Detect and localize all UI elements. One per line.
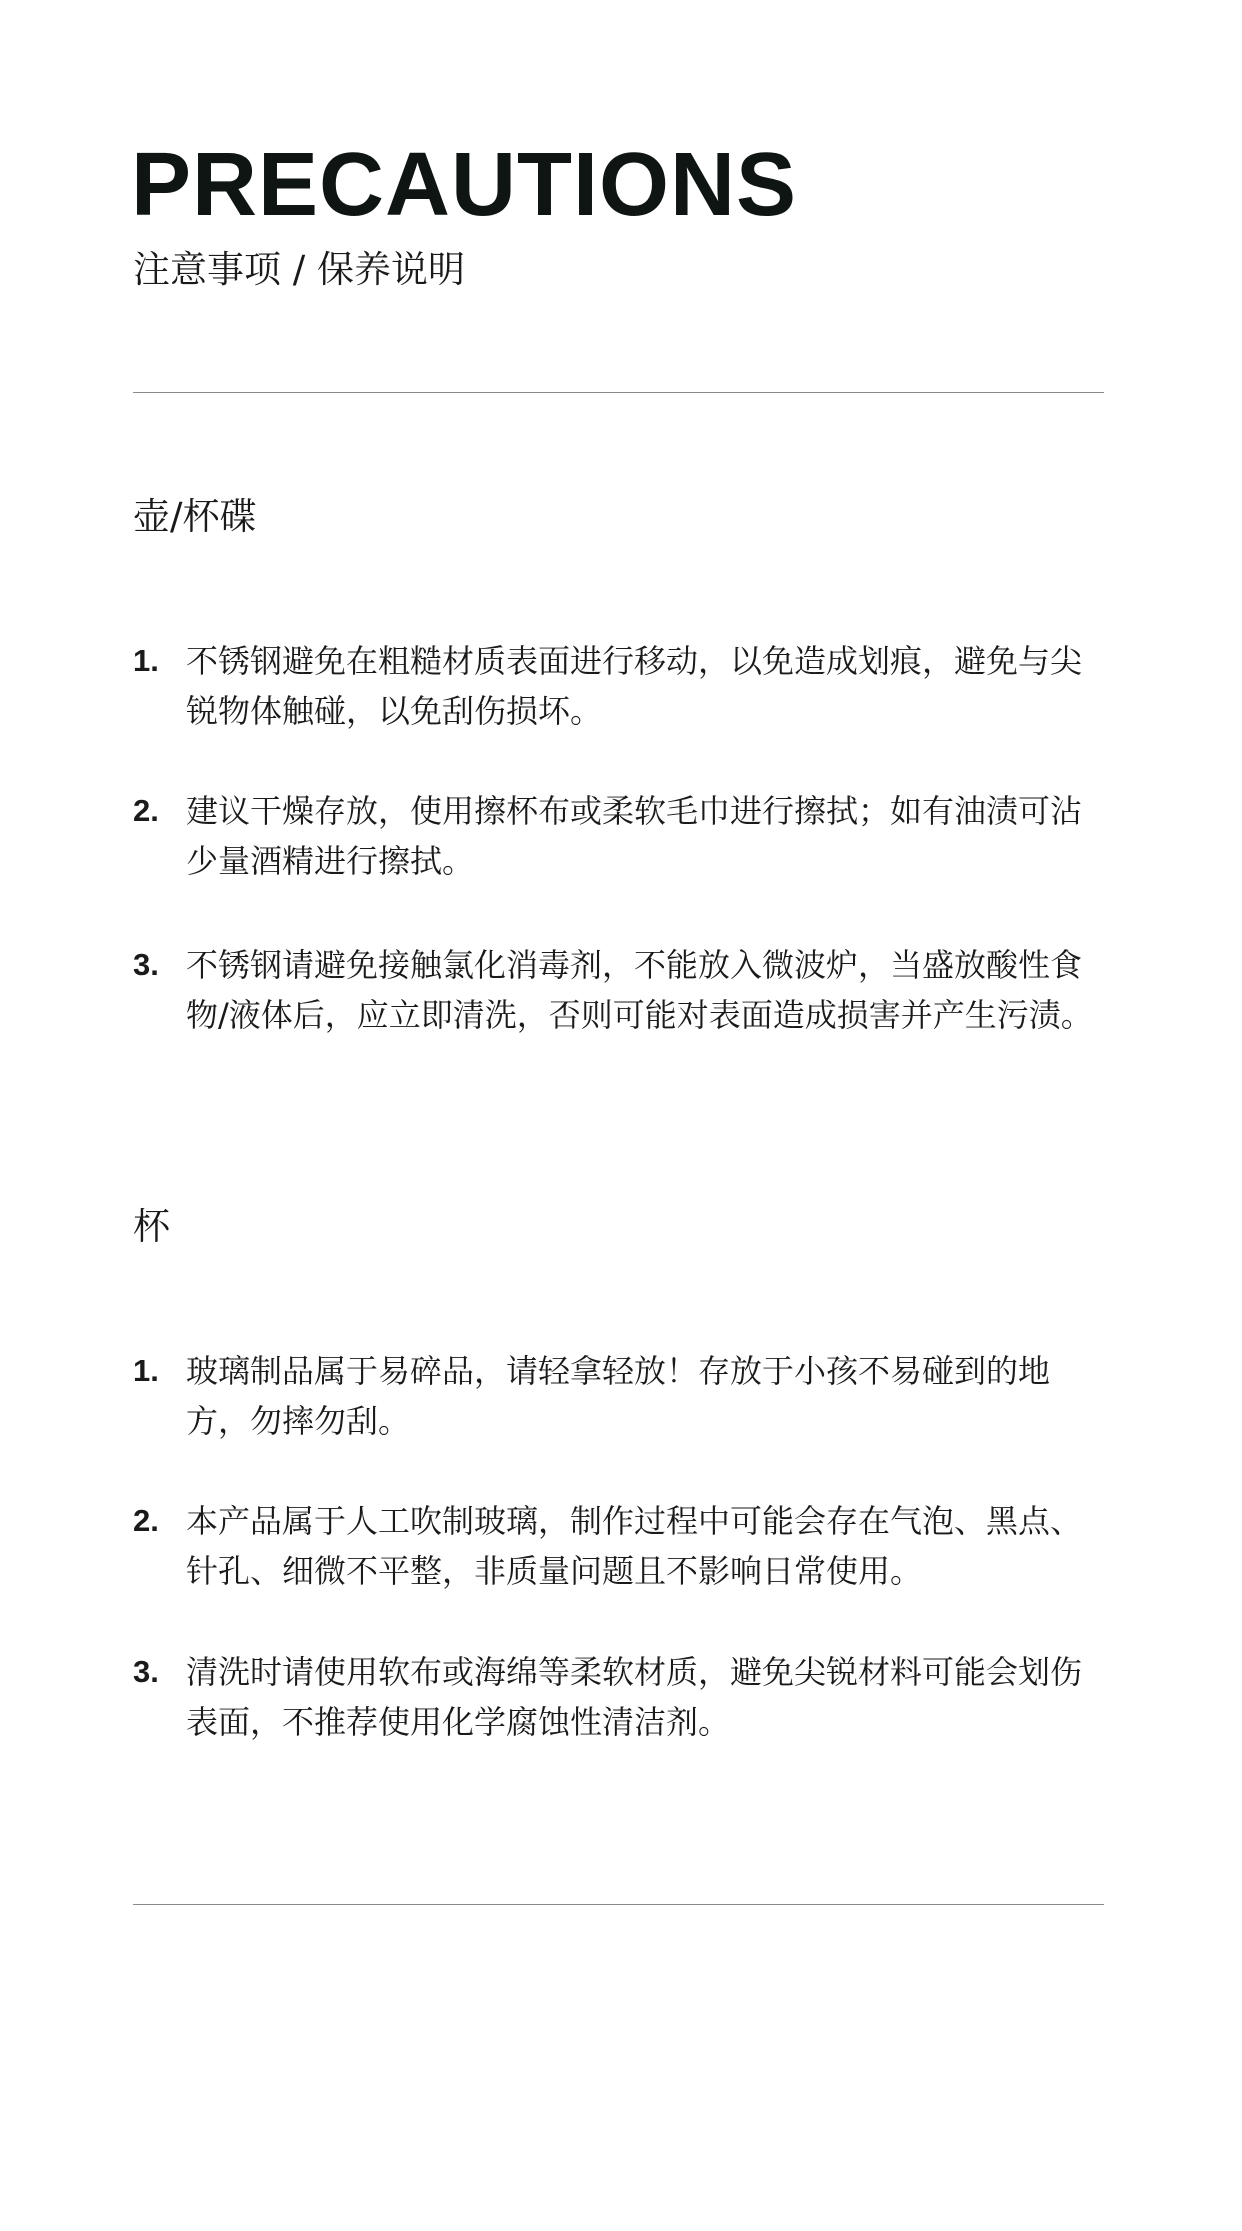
- item-text: 不锈钢避免在粗糙材质表面进行移动，以免造成划痕，避免与尖锐物体触碰，以免刮伤损坏。: [186, 642, 1083, 730]
- item-number: 3.: [133, 1654, 159, 1689]
- list-item: [133, 786, 1108, 886]
- list-item: [133, 1496, 1108, 1596]
- list-item: [133, 940, 1108, 1040]
- page-subtitle: 注意事项 / 保养说明: [133, 248, 465, 291]
- item-number: 1.: [133, 1353, 159, 1388]
- list-item: [133, 1346, 1108, 1446]
- item-text: 建议干燥存放，使用擦杯布或柔软毛巾进行擦拭；如有油渍可沾少量酒精进行擦拭。: [186, 792, 1083, 880]
- list-item: [133, 1647, 1108, 1747]
- section-heading-cup: 杯: [133, 1205, 170, 1248]
- item-number: 2.: [133, 1503, 159, 1538]
- item-text: 玻璃制品属于易碎品，请轻拿轻放！存放于小孩不易碰到的地方，勿摔勿刮。: [186, 1352, 1051, 1440]
- item-text: 不锈钢请避免接触氯化消毒剂，不能放入微波炉，当盛放酸性食物/液体后，应立即清洗，否则可能对表面造成损害并产生污渍。: [186, 946, 1093, 1034]
- page-title: PRECAUTIONS: [131, 135, 798, 235]
- list-item: [133, 636, 1108, 736]
- item-text: 清洗时请使用软布或海绵等柔软材质，避免尖锐材料可能会划伤表面，不推荐使用化学腐蚀性清洁剂。: [186, 1653, 1083, 1741]
- item-number: 1.: [133, 643, 159, 678]
- item-number: 2.: [133, 793, 159, 828]
- bottom-divider: [133, 1904, 1104, 1905]
- top-divider: [133, 392, 1104, 393]
- item-number: 3.: [133, 947, 159, 982]
- item-text: 本产品属于人工吹制玻璃，制作过程中可能会存在气泡、黑点、针孔、细微不平整，非质量问题且不影响日常使用。: [186, 1502, 1083, 1590]
- section-heading-pot-cup-saucer: 壶/杯碟: [133, 495, 257, 538]
